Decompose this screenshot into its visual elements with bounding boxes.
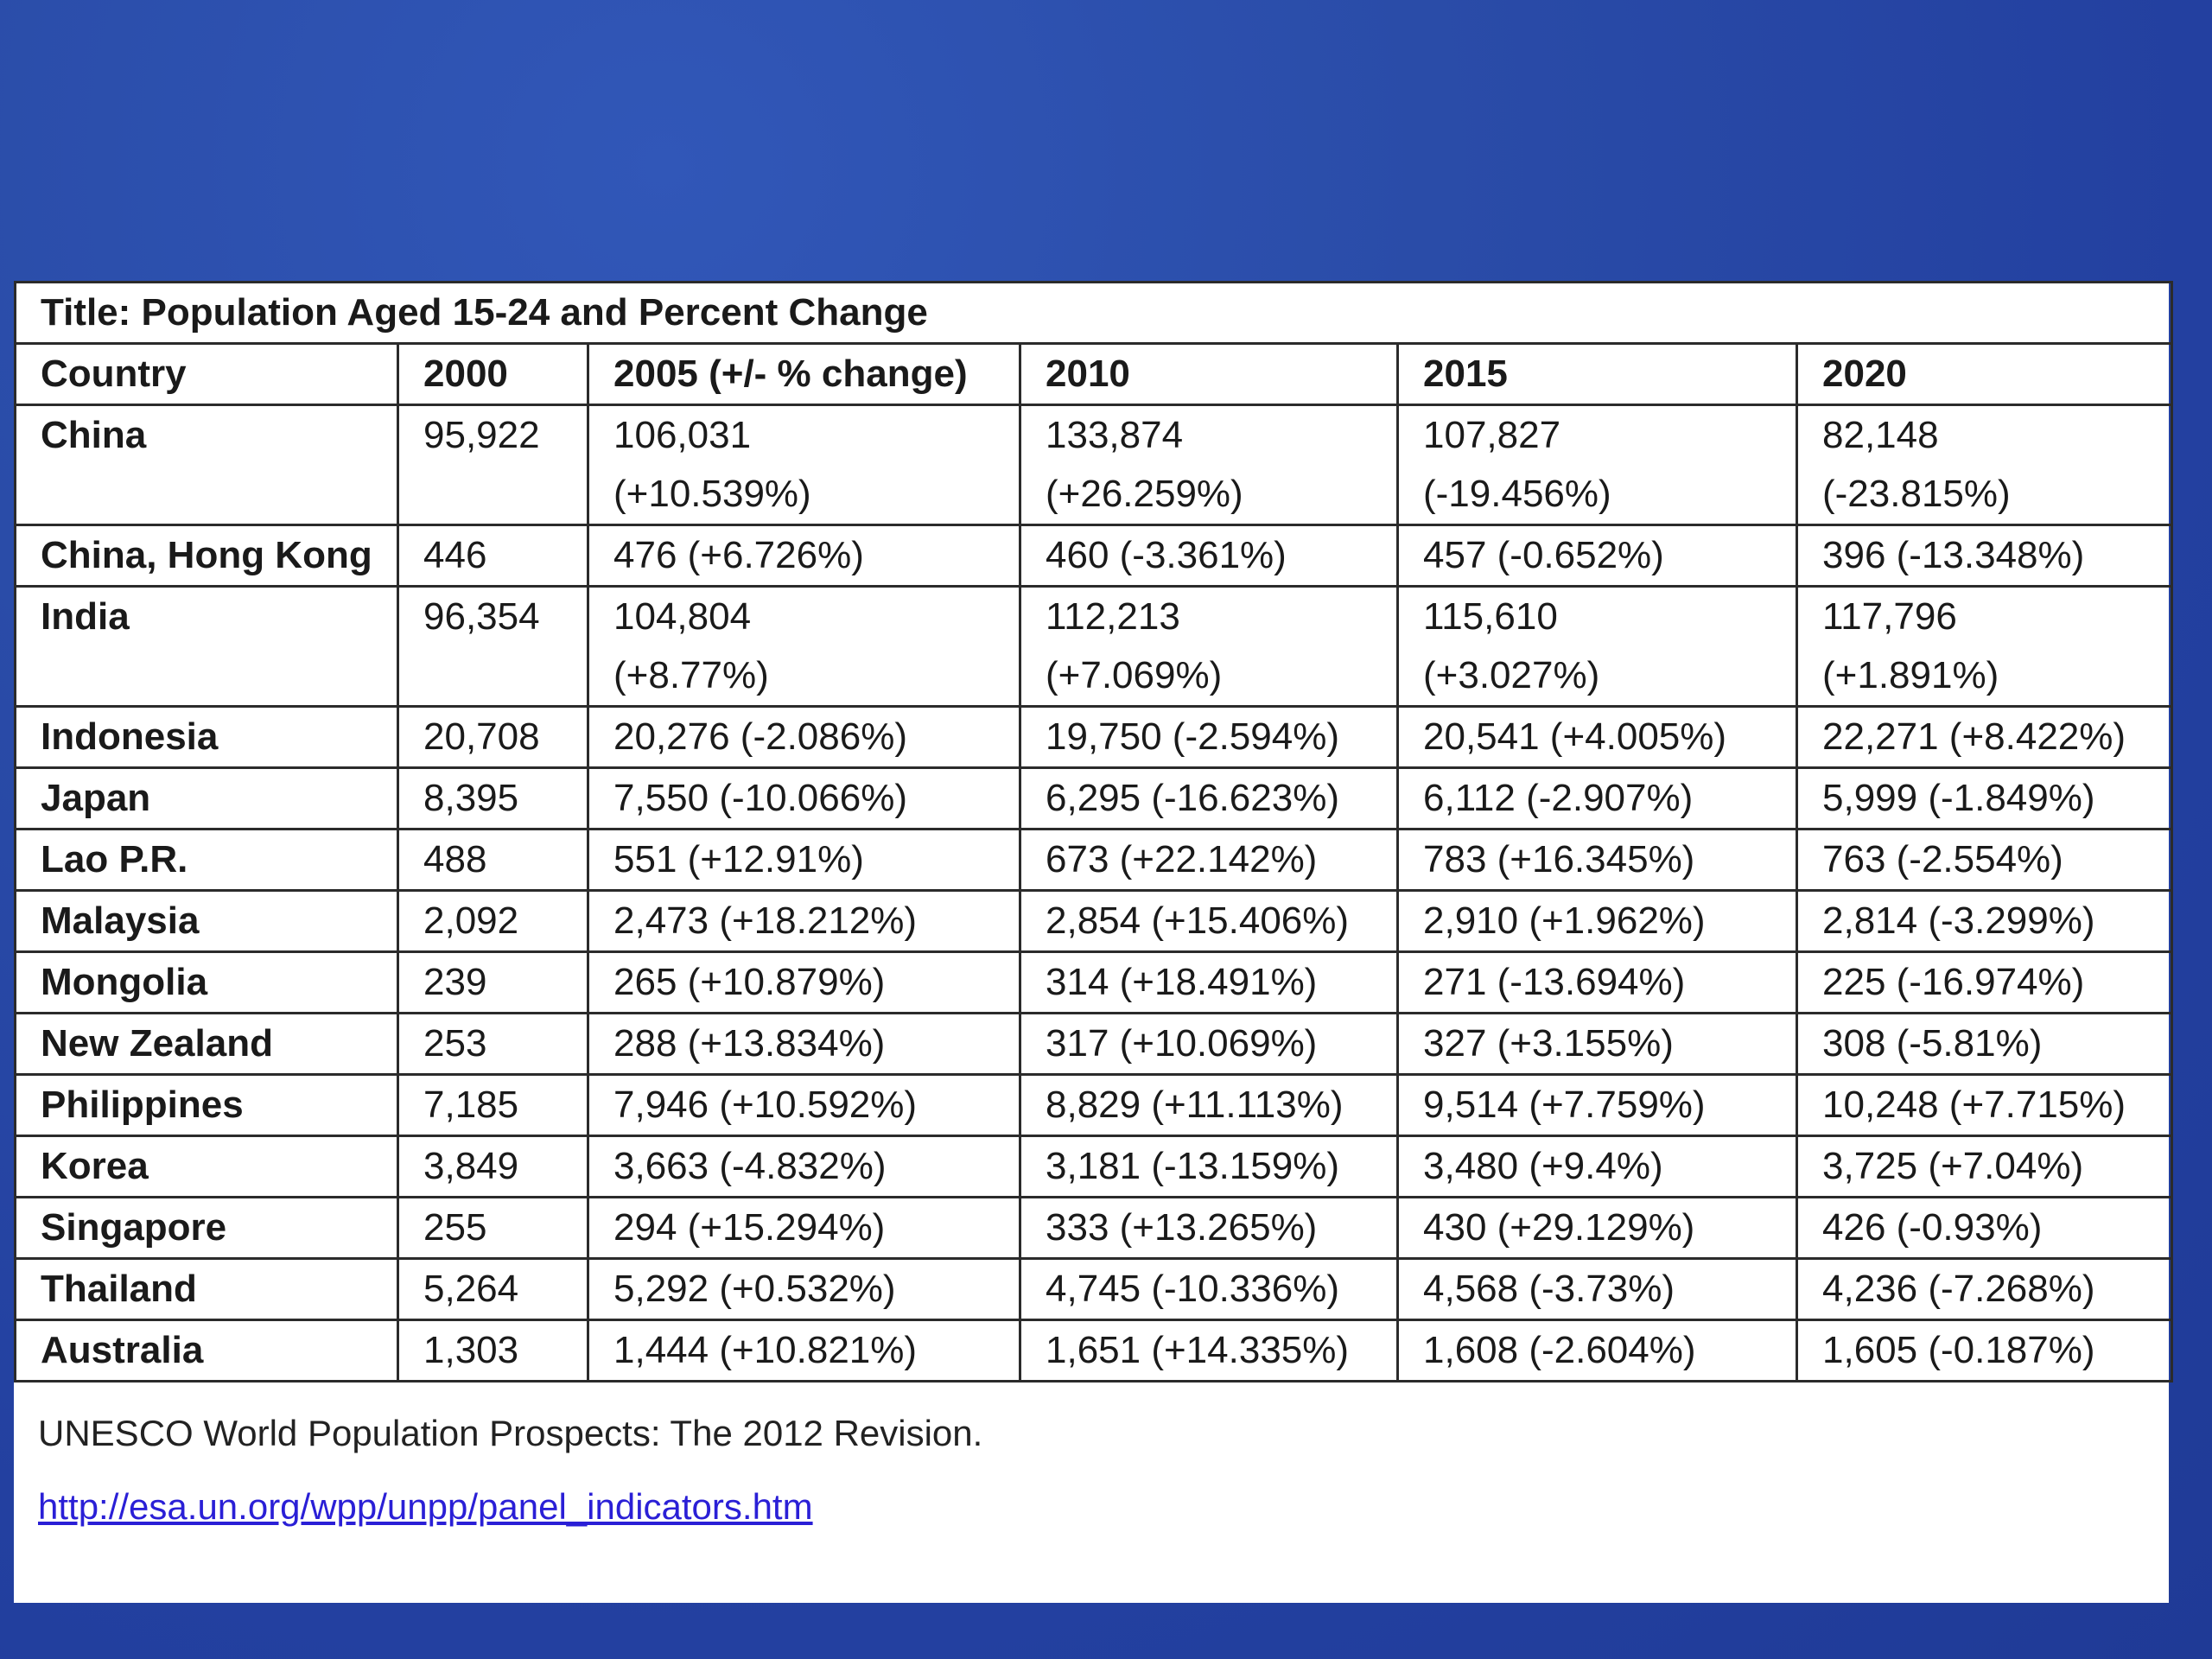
table-cell: 253 [398,1014,588,1075]
table-cell: 5,999 (-1.849%) [1797,768,2172,830]
table-cell: 317 (+10.069%) [1020,1014,1398,1075]
table-cell: 255 [398,1198,588,1259]
table-row [16,830,2172,891]
table-cell: 82,148 (-23.815%) [1797,405,2172,525]
table-cell: 20,708 [398,707,588,768]
population-table [14,281,2173,1382]
table-row [16,891,2172,952]
column-header: 2000 [398,344,588,405]
table-cell: 673 (+22.142%) [1020,830,1398,891]
table-cell: 2,910 (+1.962%) [1398,891,1797,952]
table-cell: 3,849 [398,1136,588,1198]
table-cell: 95,922 [398,405,588,525]
table-cell: 457 (-0.652%) [1398,525,1797,587]
table-row [16,1198,2172,1259]
table-cell: 96,354 [398,587,588,707]
column-header: 2005 (+/- % change) [588,344,1020,405]
table-row [16,1259,2172,1320]
table-row [16,525,2172,587]
table-cell: 104,804 (+8.77%) [588,587,1020,707]
table-cell: 9,514 (+7.759%) [1398,1075,1797,1136]
table-cell: 763 (-2.554%) [1797,830,2172,891]
table-header-row [16,344,2172,405]
table-cell: 446 [398,525,588,587]
table-cell: 115,610 (+3.027%) [1398,587,1797,707]
table-row [16,768,2172,830]
country-cell: Singapore [16,1198,398,1259]
table-cell: 396 (-13.348%) [1797,525,2172,587]
table-cell: 6,112 (-2.907%) [1398,768,1797,830]
table-cell: 2,473 (+18.212%) [588,891,1020,952]
table-cell: 488 [398,830,588,891]
table-cell: 2,854 (+15.406%) [1020,891,1398,952]
table-cell: 3,663 (-4.832%) [588,1136,1020,1198]
column-header: 2010 [1020,344,1398,405]
table-cell: 7,185 [398,1075,588,1136]
column-header: Country [16,344,398,405]
table-cell: 271 (-13.694%) [1398,952,1797,1014]
table-cell: 225 (-16.974%) [1797,952,2172,1014]
table-cell: 20,541 (+4.005%) [1398,707,1797,768]
table-cell: 1,303 [398,1320,588,1382]
table-cell: 783 (+16.345%) [1398,830,1797,891]
table-cell: 4,236 (-7.268%) [1797,1259,2172,1320]
table-cell: 460 (-3.361%) [1020,525,1398,587]
table-cell: 19,750 (-2.594%) [1020,707,1398,768]
table-cell: 8,829 (+11.113%) [1020,1075,1398,1136]
table-title: Title: Population Aged 15-24 and Percent Change [16,283,2172,344]
table-cell: 294 (+15.294%) [588,1198,1020,1259]
table-cell: 1,444 (+10.821%) [588,1320,1020,1382]
country-cell: China, Hong Kong [16,525,398,587]
column-header: 2015 [1398,344,1797,405]
country-cell: Indonesia [16,707,398,768]
country-cell: India [16,587,398,707]
table-cell: 314 (+18.491%) [1020,952,1398,1014]
table-cell: 1,608 (-2.604%) [1398,1320,1797,1382]
table-cell: 106,031 (+10.539%) [588,405,1020,525]
table-cell: 22,271 (+8.422%) [1797,707,2172,768]
table-cell: 117,796 (+1.891%) [1797,587,2172,707]
table-cell: 3,480 (+9.4%) [1398,1136,1797,1198]
country-cell: Australia [16,1320,398,1382]
table-cell: 6,295 (-16.623%) [1020,768,1398,830]
table-cell: 476 (+6.726%) [588,525,1020,587]
source-note: UNESCO World Population Prospects: The 2012 Revision. [38,1413,983,1453]
country-cell: Lao P.R. [16,830,398,891]
column-header: 2020 [1797,344,2172,405]
table-row [16,1136,2172,1198]
table-cell: 1,651 (+14.335%) [1020,1320,1398,1382]
table-cell: 265 (+10.879%) [588,952,1020,1014]
table-row [16,587,2172,707]
table-cell: 327 (+3.155%) [1398,1014,1797,1075]
table-row [16,707,2172,768]
country-cell: Korea [16,1136,398,1198]
table-cell: 4,745 (-10.336%) [1020,1259,1398,1320]
country-cell: New Zealand [16,1014,398,1075]
table-cell: 333 (+13.265%) [1020,1198,1398,1259]
country-cell: Thailand [16,1259,398,1320]
country-cell: Japan [16,768,398,830]
table-cell: 10,248 (+7.715%) [1797,1075,2172,1136]
table-cell: 308 (-5.81%) [1797,1014,2172,1075]
country-cell: Mongolia [16,952,398,1014]
table-cell: 7,946 (+10.592%) [588,1075,1020,1136]
table-panel [14,281,2169,1603]
table-cell: 239 [398,952,588,1014]
table-row [16,1014,2172,1075]
country-cell: China [16,405,398,525]
table-cell: 107,827 (-19.456%) [1398,405,1797,525]
table-cell: 551 (+12.91%) [588,830,1020,891]
table-cell: 8,395 [398,768,588,830]
table-cell: 3,725 (+7.04%) [1797,1136,2172,1198]
country-cell: Philippines [16,1075,398,1136]
source-link[interactable]: http://esa.un.org/wpp/unpp/panel_indicators.htm [38,1486,813,1527]
table-cell: 4,568 (-3.73%) [1398,1259,1797,1320]
table-row [16,952,2172,1014]
table-row [16,1320,2172,1382]
table-cell: 7,550 (-10.066%) [588,768,1020,830]
table-cell: 430 (+29.129%) [1398,1198,1797,1259]
table-cell: 5,264 [398,1259,588,1320]
table-row [16,405,2172,525]
table-cell: 288 (+13.834%) [588,1014,1020,1075]
table-cell: 133,874 (+26.259%) [1020,405,1398,525]
table-cell: 5,292 (+0.532%) [588,1259,1020,1320]
table-cell: 112,213 (+7.069%) [1020,587,1398,707]
table-cell: 426 (-0.93%) [1797,1198,2172,1259]
table-cell: 2,814 (-3.299%) [1797,891,2172,952]
table-cell: 20,276 (-2.086%) [588,707,1020,768]
table-cell: 1,605 (-0.187%) [1797,1320,2172,1382]
country-cell: Malaysia [16,891,398,952]
table-row [16,1075,2172,1136]
table-cell: 2,092 [398,891,588,952]
table-cell: 3,181 (-13.159%) [1020,1136,1398,1198]
